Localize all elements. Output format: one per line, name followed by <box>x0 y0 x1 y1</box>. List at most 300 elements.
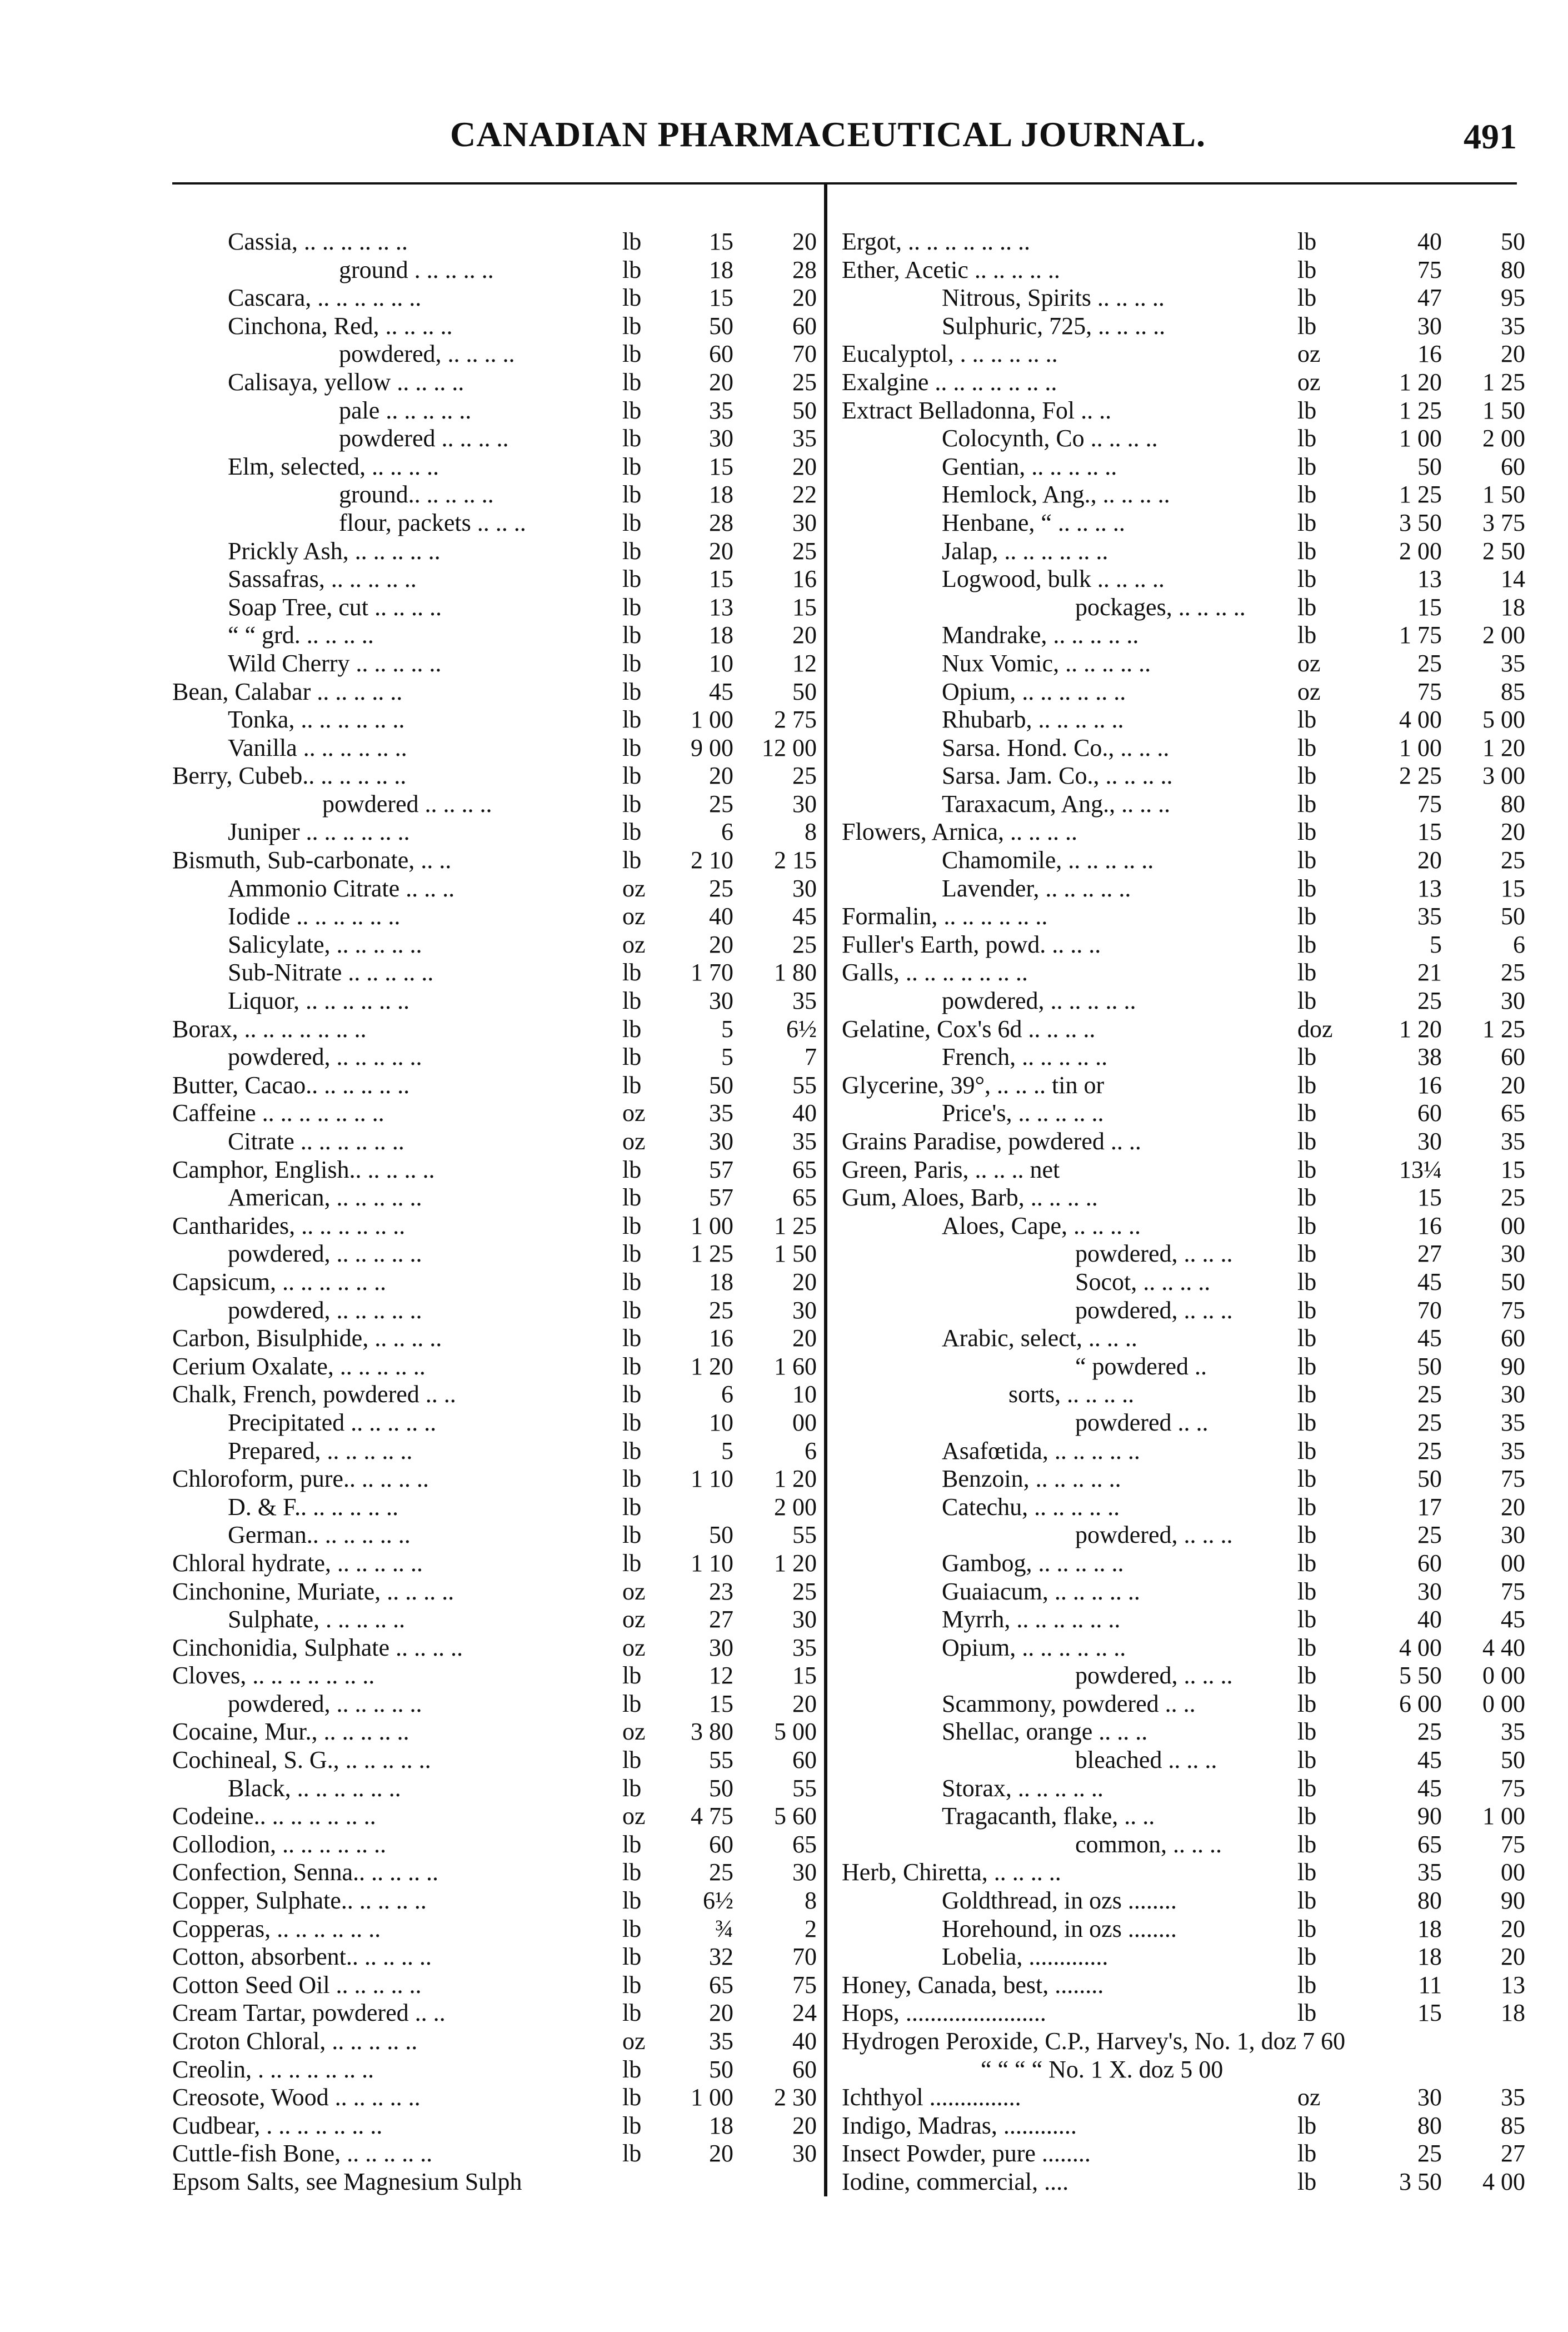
price-low: 1 00 <box>691 1212 733 1239</box>
price-high: 2 75 <box>774 706 817 734</box>
item-name: Price's, .. .. .. .. .. <box>942 1099 1104 1127</box>
item-name: Benzoin, .. .. .. .. .. <box>942 1465 1121 1493</box>
price-high: 50 <box>792 677 817 705</box>
price-low: 1 25 <box>1399 481 1442 509</box>
price-low: 20 <box>709 930 733 958</box>
item-name: Juniper .. .. .. .. .. .. <box>228 818 410 846</box>
price-low: 50 <box>709 1774 733 1802</box>
price-low: 3 50 <box>1399 509 1442 536</box>
item-unit: lb <box>1297 1915 1317 1942</box>
item-name: Soap Tree, cut .. .. .. .. <box>228 593 442 621</box>
price-low: 45 <box>709 677 733 705</box>
price-row <box>842 987 1525 1015</box>
price-low: 25 <box>709 874 733 902</box>
price-high: 2 00 <box>1482 621 1525 649</box>
price-high: 70 <box>792 340 817 368</box>
price-row <box>172 425 817 453</box>
price-row <box>172 1493 817 1522</box>
item-unit: lb <box>1297 1071 1317 1099</box>
price-row <box>172 1297 817 1325</box>
price-high: 30 <box>1501 1521 1525 1549</box>
price-low: 40 <box>709 903 733 930</box>
item-name: Creolin, . .. .. .. .. .. .. <box>172 2055 374 2083</box>
price-high: 60 <box>1501 1043 1525 1071</box>
price-row <box>842 1521 1525 1549</box>
price-high: 2 30 <box>774 2084 817 2111</box>
item-name: Gentian, .. .. .. .. .. <box>942 452 1117 480</box>
price-row <box>172 650 817 678</box>
price-high: 40 <box>792 2027 817 2055</box>
price-row <box>172 1465 817 1493</box>
price-low: 10 <box>709 1408 733 1436</box>
price-high: 30 <box>1501 1240 1525 1268</box>
price-high: 35 <box>1501 649 1525 677</box>
item-unit: lb <box>1297 987 1317 1015</box>
item-name: Cocaine, Mur., .. .. .. .. .. <box>172 1718 410 1746</box>
price-high: 65 <box>1501 1099 1525 1127</box>
price-high: 45 <box>1501 1606 1525 1633</box>
item-unit: lb <box>1297 1662 1317 1690</box>
price-high: 30 <box>1501 1381 1525 1408</box>
item-unit: lb <box>622 1268 642 1295</box>
item-unit: lb <box>622 987 642 1015</box>
price-row <box>172 368 817 397</box>
item-unit: lb <box>1297 452 1317 480</box>
price-row <box>842 1662 1525 1690</box>
price-low: 30 <box>709 1633 733 1661</box>
item-name: Cerium Oxalate, .. .. .. .. .. <box>172 1352 426 1380</box>
price-high: 15 <box>792 593 817 621</box>
item-name: Jalap, .. .. .. .. .. .. <box>942 537 1108 565</box>
item-name: Gelatine, Cox's 6d .. .. .. .. <box>842 1015 1096 1043</box>
price-low: 1 25 <box>1399 396 1442 424</box>
price-high: 24 <box>792 1999 817 2027</box>
price-low: 13 <box>1417 874 1442 902</box>
price-row <box>842 537 1525 566</box>
item-unit: oz <box>1297 340 1321 368</box>
price-high: 18 <box>1501 1999 1525 2027</box>
price-row <box>842 621 1525 650</box>
item-unit: doz <box>1297 1015 1333 1043</box>
price-high: 27 <box>1501 2140 1525 2167</box>
price-row <box>842 650 1525 678</box>
price-high: 1 20 <box>774 1549 817 1577</box>
item-name: Galls, .. .. .. .. .. .. .. <box>842 959 1028 986</box>
item-unit: lb <box>1297 1887 1317 1915</box>
price-low: 5 <box>721 1437 733 1464</box>
price-row <box>172 1662 817 1690</box>
price-high: 15 <box>1501 1155 1525 1183</box>
item-unit: lb <box>622 1887 642 1915</box>
price-high: 75 <box>1501 1830 1525 1858</box>
price-high: 7 <box>805 1043 817 1071</box>
item-name: Chamomile, .. .. .. .. .. <box>942 846 1154 874</box>
item-name: powdered, .. .. .. <box>1075 1240 1233 1268</box>
price-low: 30 <box>1417 312 1442 340</box>
price-high: 30 <box>792 2140 817 2167</box>
item-name: Insect Powder, pure ........ <box>842 2140 1091 2167</box>
item-name: Lavender, .. .. .. .. .. <box>942 874 1131 902</box>
item-name: Cotton, absorbent.. .. .. .. .. <box>172 1943 432 1971</box>
item-unit: lb <box>1297 790 1317 818</box>
price-low: 1 75 <box>1399 621 1442 649</box>
price-low: 30 <box>709 425 733 452</box>
price-row <box>172 1043 817 1072</box>
item-unit: lb <box>622 1212 642 1239</box>
item-unit: lb <box>1297 1718 1317 1746</box>
price-row <box>842 1802 1525 1831</box>
price-high: 0 00 <box>1482 1690 1525 1717</box>
price-row <box>172 1746 817 1775</box>
price-low: 30 <box>1417 1577 1442 1605</box>
price-row <box>172 1971 817 2000</box>
item-name: Prepared, .. .. .. .. .. <box>228 1437 413 1464</box>
price-row <box>172 1915 817 1944</box>
price-row <box>172 397 817 425</box>
price-row <box>842 2084 1525 2112</box>
price-high: 75 <box>792 1971 817 1999</box>
price-low: 60 <box>709 1830 733 1858</box>
price-low: 27 <box>709 1606 733 1633</box>
item-name: Sarsa. Hond. Co., .. .. .. <box>942 734 1170 761</box>
price-row <box>842 2168 1525 2196</box>
item-unit: lb <box>1297 874 1317 902</box>
page-header <box>172 108 1517 170</box>
item-unit: lb <box>1297 1577 1317 1605</box>
price-high: 16 <box>792 565 817 593</box>
price-high: 20 <box>792 2111 817 2139</box>
price-low: 50 <box>709 1521 733 1549</box>
item-unit: lb <box>622 1690 642 1717</box>
item-unit: lb <box>1297 1352 1317 1380</box>
price-row <box>172 1718 817 1746</box>
item-unit: lb <box>622 762 642 790</box>
price-low: 1 00 <box>1399 734 1442 761</box>
price-high: 35 <box>1501 312 1525 340</box>
item-name: Extract Belladonna, Fol .. .. <box>842 396 1112 424</box>
price-high: 25 <box>792 930 817 958</box>
item-unit: lb <box>622 2140 642 2167</box>
item-unit: lb <box>1297 621 1317 649</box>
price-row <box>842 2112 1525 2140</box>
item-name: Guaiacum, .. .. .. .. .. <box>942 1577 1140 1605</box>
price-high: 6½ <box>786 1015 817 1043</box>
item-unit: oz <box>622 1633 646 1661</box>
price-row <box>842 453 1525 481</box>
price-low: 45 <box>1417 1324 1442 1352</box>
price-row <box>172 1634 817 1662</box>
price-high: 35 <box>792 987 817 1015</box>
price-row <box>842 509 1525 537</box>
item-name: American, .. .. .. .. .. <box>228 1184 422 1212</box>
item-unit: lb <box>1297 1296 1317 1324</box>
item-unit: lb <box>1297 1746 1317 1774</box>
price-row <box>842 846 1525 875</box>
item-unit: lb <box>622 340 642 368</box>
price-row <box>842 340 1525 368</box>
item-name: Cochineal, S. G., .. .. .. .. .. <box>172 1746 431 1774</box>
item-unit: lb <box>622 621 642 649</box>
price-row <box>842 1578 1525 1606</box>
item-unit: lb <box>1297 593 1317 621</box>
price-low: 1 20 <box>1399 368 1442 396</box>
item-unit: oz <box>622 2027 646 2055</box>
price-row <box>172 1943 817 1971</box>
item-name: Collodion, .. .. .. .. .. .. <box>172 1830 387 1858</box>
price-low: 15 <box>709 1690 733 1717</box>
price-high: 70 <box>792 1943 817 1971</box>
item-unit: lb <box>622 706 642 734</box>
item-name: Herb, Chiretta, .. .. .. .. <box>842 1858 1061 1886</box>
price-row <box>172 2168 817 2196</box>
price-row <box>842 397 1525 425</box>
price-row <box>172 312 817 341</box>
item-unit: lb <box>1297 1971 1317 1999</box>
item-name: Nux Vomic, .. .. .. .. .. <box>942 649 1151 677</box>
price-row <box>172 256 817 285</box>
journal-title: CANADIAN PHARMACEUTICAL JOURNAL. <box>450 114 1206 154</box>
price-high: 50 <box>1501 1268 1525 1295</box>
price-row <box>842 256 1525 285</box>
price-high: 1 50 <box>1482 481 1525 509</box>
item-name: Logwood, bulk .. .. .. .. <box>942 565 1165 593</box>
price-high: 55 <box>792 1521 817 1549</box>
price-low: 60 <box>1417 1099 1442 1127</box>
item-unit: lb <box>622 284 642 312</box>
item-unit: lb <box>1297 1549 1317 1577</box>
item-name: Opium, .. .. .. .. .. .. <box>942 1633 1126 1661</box>
item-name: Liquor, .. .. .. .. .. .. <box>228 987 410 1015</box>
price-low: 40 <box>1417 1606 1442 1633</box>
item-name: Cloves, .. .. .. .. .. .. .. <box>172 1662 375 1690</box>
price-high: 12 <box>792 649 817 677</box>
price-low: 40 <box>1417 228 1442 255</box>
item-unit: lb <box>1297 1381 1317 1408</box>
item-unit: lb <box>1297 1043 1317 1071</box>
price-high: 5 60 <box>774 1802 817 1830</box>
item-unit: lb <box>622 312 642 340</box>
item-unit: lb <box>622 1999 642 2027</box>
item-name: sorts, .. .. .. .. <box>1008 1381 1135 1408</box>
price-row <box>842 1690 1525 1718</box>
price-high: 30 <box>792 874 817 902</box>
item-unit: lb <box>622 846 642 874</box>
price-row <box>172 1802 817 1831</box>
price-low: 16 <box>1417 1212 1442 1239</box>
item-unit: lb <box>622 256 642 283</box>
price-low: 25 <box>709 1858 733 1886</box>
price-row <box>842 312 1525 341</box>
price-low: 11 <box>1418 1971 1442 1999</box>
item-name: Arabic, select, .. .. .. <box>942 1324 1137 1352</box>
price-low: 65 <box>1417 1830 1442 1858</box>
price-low: 1 10 <box>691 1549 733 1577</box>
item-name: Myrrh, .. .. .. .. .. .. <box>942 1606 1121 1633</box>
price-low: 5 50 <box>1399 1662 1442 1690</box>
item-name: Opium, .. .. .. .. .. .. <box>942 677 1126 705</box>
price-high: 1 00 <box>1482 1802 1525 1830</box>
item-name: Ammonio Citrate .. .. .. <box>228 874 455 902</box>
item-name: Exalgine .. .. .. .. .. .. .. <box>842 368 1057 396</box>
price-row <box>172 1184 817 1212</box>
item-name: Ichthyol ............... <box>842 2084 1021 2111</box>
price-high: 00 <box>1501 1212 1525 1239</box>
item-unit: oz <box>622 1099 646 1127</box>
item-unit: lb <box>622 1746 642 1774</box>
item-unit: lb <box>1297 930 1317 958</box>
price-row <box>172 2140 817 2168</box>
price-high: 60 <box>792 2055 817 2083</box>
item-unit: lb <box>1297 228 1317 255</box>
item-unit: oz <box>622 1718 646 1746</box>
price-row <box>842 1493 1525 1522</box>
price-low: 18 <box>709 256 733 283</box>
item-unit: lb <box>1297 1690 1317 1717</box>
item-unit: lb <box>1297 1408 1317 1436</box>
price-high: 20 <box>1501 1943 1525 1971</box>
item-unit: lb <box>1297 509 1317 536</box>
price-row <box>842 1072 1525 1100</box>
item-unit: lb <box>622 1858 642 1886</box>
price-high: 45 <box>792 903 817 930</box>
price-high: 6 <box>1513 930 1525 958</box>
item-name: Tonka, .. .. .. .. .. .. <box>228 706 405 734</box>
item-unit: lb <box>622 2055 642 2083</box>
price-row <box>172 818 817 846</box>
price-low: 25 <box>1417 1381 1442 1408</box>
price-row <box>172 2084 817 2112</box>
price-high: 25 <box>1501 959 1525 986</box>
price-row <box>172 1212 817 1240</box>
price-low: 20 <box>709 368 733 396</box>
price-low: 55 <box>709 1746 733 1774</box>
item-name: Cinchonine, Muriate, .. .. .. .. <box>172 1577 455 1605</box>
item-unit: lb <box>1297 1099 1317 1127</box>
item-name: powdered, .. .. .. .. .. <box>228 1240 422 1268</box>
item-name: Glycerine, 39°, .. .. .. tin or <box>842 1071 1105 1099</box>
price-row <box>842 1128 1525 1156</box>
price-high: 60 <box>1501 452 1525 480</box>
item-unit: lb <box>1297 1802 1317 1830</box>
item-unit: lb <box>1297 734 1317 761</box>
price-row <box>172 340 817 368</box>
price-high: 13 <box>1501 1971 1525 1999</box>
price-row <box>172 1578 817 1606</box>
price-low: 20 <box>1417 846 1442 874</box>
price-row <box>172 1999 817 2027</box>
price-low: 1 20 <box>1399 1015 1442 1043</box>
price-low: 57 <box>709 1155 733 1183</box>
price-row <box>842 1549 1525 1578</box>
price-row <box>842 678 1525 706</box>
price-row <box>172 1858 817 1887</box>
price-high: 5 00 <box>774 1718 817 1746</box>
price-low: 15 <box>709 284 733 312</box>
item-unit: lb <box>1297 1324 1317 1352</box>
item-name: Gum, Aloes, Barb, .. .. .. .. <box>842 1184 1098 1212</box>
item-unit: lb <box>622 481 642 509</box>
price-high: 25 <box>792 1577 817 1605</box>
price-low: 13 <box>1417 565 1442 593</box>
item-name: Fuller's Earth, powd. .. .. .. <box>842 930 1101 958</box>
item-unit: lb <box>622 1943 642 1971</box>
price-low: 20 <box>709 2140 733 2167</box>
price-high: 1 20 <box>1482 734 1525 761</box>
item-unit: lb <box>622 1437 642 1464</box>
item-name: Aloes, Cape, .. .. .. .. <box>942 1212 1141 1239</box>
item-name: Cinchona, Red, .. .. .. .. <box>228 312 453 340</box>
price-high: 4 00 <box>1482 2167 1525 2195</box>
price-high: 80 <box>1501 256 1525 283</box>
item-unit: lb <box>1297 1155 1317 1183</box>
price-row <box>842 1746 1525 1775</box>
item-name: D. & F.. .. .. .. .. .. <box>228 1493 398 1521</box>
price-high: 90 <box>1501 1887 1525 1915</box>
price-row <box>172 931 817 959</box>
item-unit: lb <box>1297 1858 1317 1886</box>
price-row <box>172 734 817 763</box>
item-unit: lb <box>622 734 642 761</box>
item-unit: oz <box>1297 368 1321 396</box>
item-name: Caffeine .. .. .. .. .. .. .. <box>172 1099 384 1127</box>
price-low: 15 <box>709 452 733 480</box>
price-row <box>842 1156 1525 1184</box>
price-low: 15 <box>1417 1999 1442 2027</box>
item-unit: lb <box>622 228 642 255</box>
price-row <box>172 1099 817 1128</box>
price-row <box>842 1409 1525 1437</box>
price-high: 2 50 <box>1482 537 1525 565</box>
price-high: 15 <box>792 1662 817 1690</box>
item-unit: lb <box>1297 762 1317 790</box>
price-row <box>842 1381 1525 1409</box>
item-name: Scammony, powdered .. .. <box>942 1690 1196 1717</box>
item-name: Creosote, Wood .. .. .. .. .. <box>172 2084 421 2111</box>
price-high: 30 <box>792 1858 817 1886</box>
price-high: 35 <box>1501 1128 1525 1155</box>
price-low: 50 <box>709 2055 733 2083</box>
price-low: 60 <box>1417 1549 1442 1577</box>
item-name: Elm, selected, .. .. .. .. <box>228 452 440 480</box>
item-name: Butter, Cacao.. .. .. .. .. .. <box>172 1071 410 1099</box>
item-name: Salicylate, .. .. .. .. .. <box>228 930 422 958</box>
price-low: 13¼ <box>1399 1155 1442 1183</box>
item-name: Honey, Canada, best, ........ <box>842 1971 1104 1999</box>
item-unit: lb <box>1297 1633 1317 1661</box>
price-row <box>842 1212 1525 1240</box>
price-low: 25 <box>1417 1437 1442 1464</box>
price-low: 45 <box>1417 1746 1442 1774</box>
item-unit: lb <box>1297 481 1317 509</box>
item-name: Formalin, .. .. .. .. .. .. <box>842 903 1048 930</box>
price-low: 2 25 <box>1399 762 1442 790</box>
price-low: 13 <box>709 593 733 621</box>
price-row <box>842 1465 1525 1493</box>
price-low: 5 <box>1430 930 1442 958</box>
item-unit: lb <box>1297 396 1317 424</box>
price-low: 1 70 <box>691 959 733 986</box>
price-high: 8 <box>805 818 817 846</box>
item-name: Rhubarb, .. .. .. .. .. <box>942 706 1124 734</box>
price-low: 38 <box>1417 1043 1442 1071</box>
price-high: 25 <box>792 368 817 396</box>
item-unit: lb <box>1297 2140 1317 2167</box>
price-high: 28 <box>792 256 817 283</box>
item-unit: lb <box>622 1493 642 1521</box>
item-name: Codeine.. .. .. .. .. .. .. <box>172 1802 376 1830</box>
price-high: 15 <box>1501 874 1525 902</box>
item-unit: lb <box>622 2084 642 2111</box>
